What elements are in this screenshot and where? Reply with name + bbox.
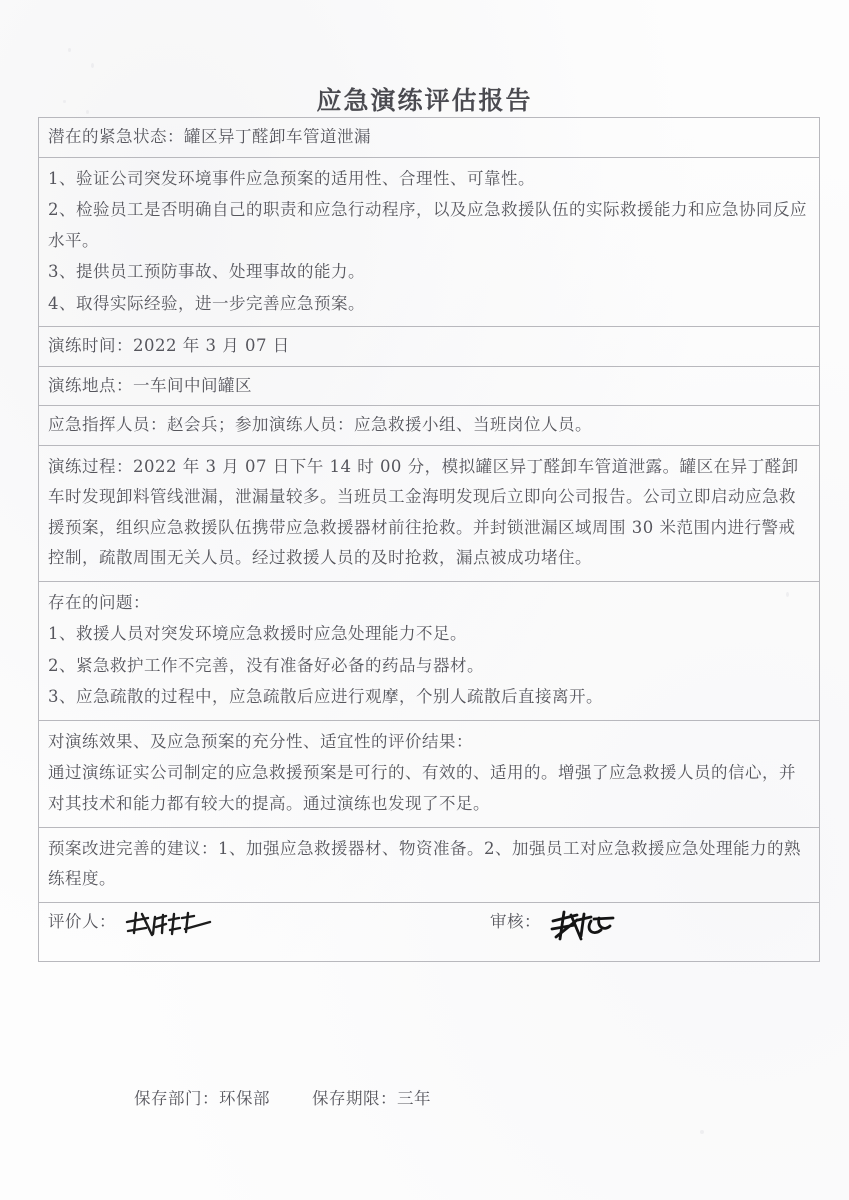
row-line: 3、应急疏散的过程中，应急疏散后应进行观摩，个别人疏散后直接离开。 [48,687,603,707]
table-row-signatures [39,902,820,961]
row-line: 2、紧急救护工作不完善，没有准备好必备的药品与器材。 [48,655,484,675]
row-line: 演练地点：一车间中间罐区 [48,375,252,395]
evaluator-signature-block [48,911,218,943]
table-row [39,720,820,827]
table-row [39,366,820,406]
table-row [39,445,820,581]
row-line: 演练时间：2022 年 3 月 07 日 [48,336,290,356]
table-row [39,327,820,367]
reviewer-signature-ink [547,909,643,943]
row-line: 3、提供员工预防事故、处理事故的能力。 [48,262,365,282]
footer-department: 保存部门：环保部 [134,1089,270,1108]
footer-retention: 保存期限：三年 [312,1089,431,1108]
row-signatures [39,902,820,961]
table-row [39,581,820,720]
row-existing-problems [39,581,820,720]
row-evaluation-result [39,720,820,827]
table-row [39,406,820,446]
row-line: 1、救援人员对突发环境应急救援时应急处理能力不足。 [48,624,467,644]
table-row [39,827,820,902]
row-drill-time [39,327,820,367]
evaluation-report-table [38,117,820,962]
row-drill-personnel [39,406,820,446]
row-line: 2、检验员工是否明确自己的职责和应急行动程序，以及应急救援队伍的实际救援能力和应急协同反应水平。 [48,200,807,250]
row-improvement-suggestions [39,827,820,902]
reviewer-signature-block [490,911,643,943]
table-row [39,157,820,327]
row-line: 1、验证公司突发环境事件应急预案的适用性、合理性、可靠性。 [48,168,535,188]
row-line: 预案改进完善的建议：1、加强应急救援器材、物资准备。2、加强员工对应急救援应急处理能力的熟练程度。 [48,838,801,889]
page-title: 应急演练评估报告 [316,86,533,115]
row-line: 通过演练证实公司制定的应急救援预案是可行的、有效的、适用的。增强了应急救援人员的信心，并对其技术和能力都有较大的提高。通过演练也发现了不足。 [48,763,796,813]
row-line: 对演练效果、及应急预案的充分性、适宜性的评价结果： [48,731,473,751]
evaluator-label: 评价人： [48,911,116,931]
row-line: 潜在的紧急状态：罐区异丁醛卸车管道泄漏 [48,127,371,146]
row-drill-process [39,445,820,581]
row-line: 4、取得实际经验，进一步完善应急预案。 [48,293,365,313]
row-line: 存在的问题： [48,592,150,612]
evaluator-signature-ink [122,909,218,943]
row-line: 应急指挥人员：赵会兵；参加演练人员：应急救援小组、当班岗位人员。 [48,415,592,435]
row-line: 演练过程：2022 年 3 月 07 日下午 14 时 00 分，模拟罐区异丁醛卸车管道泄露。罐区在异丁醛卸车时发现卸料管线泄漏，泄漏量较多。当班员工金海明发现后立即向公司报告。公司立即启动应急救援预案，组织应急救援队伍携带应急救援器材前往抢救。并封锁泄漏区域周围 30 米范围内进行警戒控制，疏散周围无关人员。经过救援人员的及时抢救，漏点被成功堵住。 [48,456,799,568]
footer [38,1085,820,1109]
row-drill-location [39,366,820,406]
reviewer-label: 审核： [490,911,541,931]
row-drill-objectives [39,157,820,327]
table-row [39,118,820,158]
row-potential-emergency-state [39,118,820,158]
